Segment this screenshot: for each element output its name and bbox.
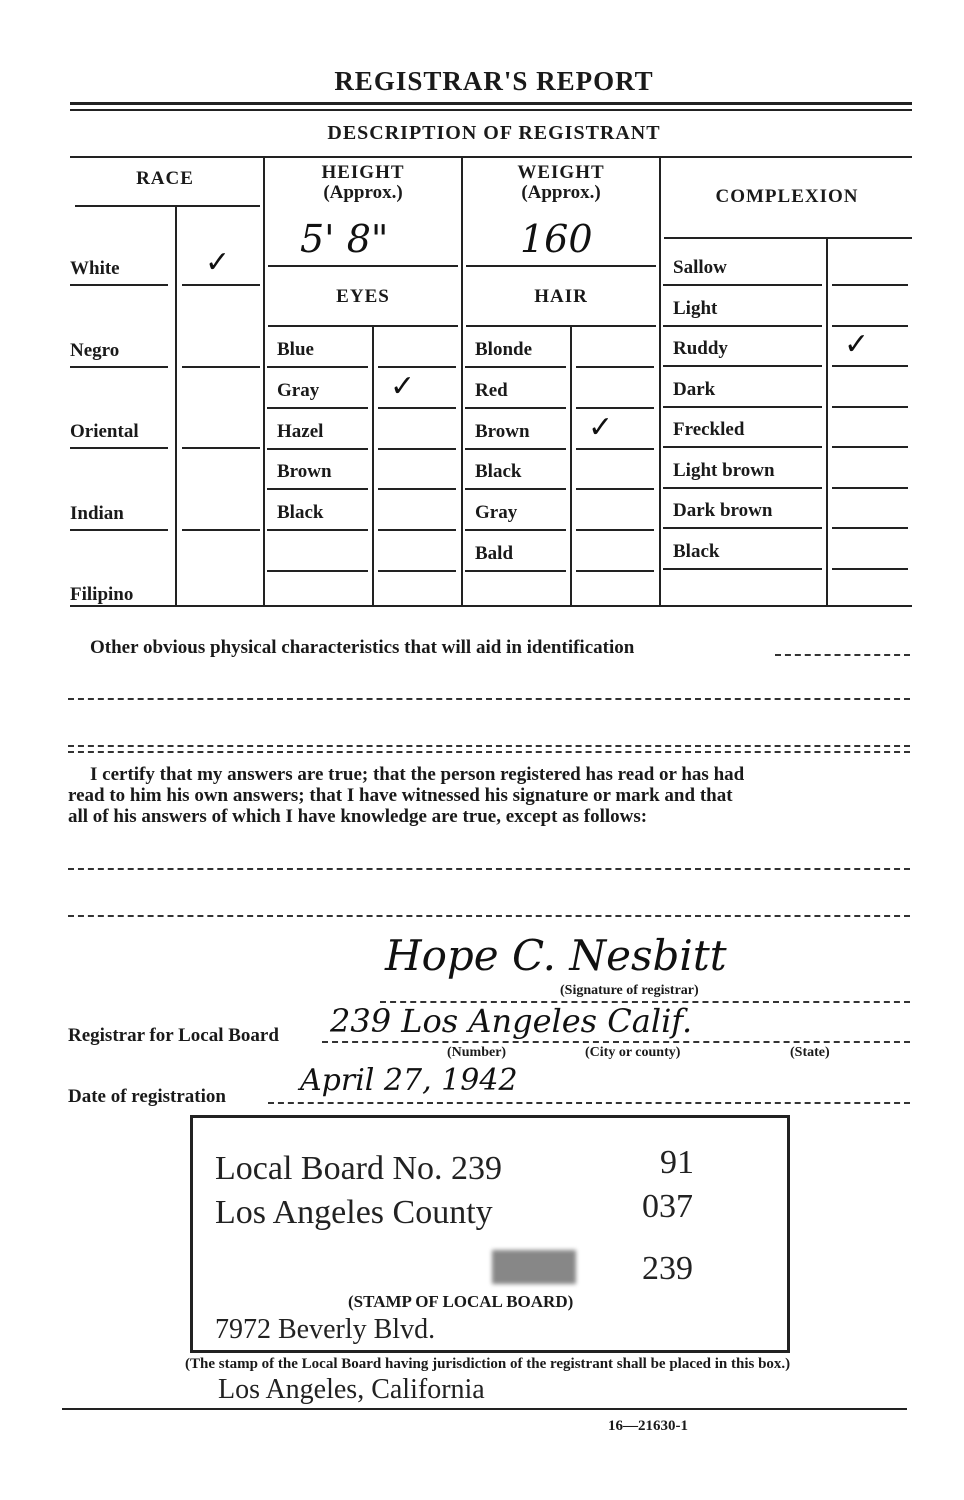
stamp-number-3: 239 [642, 1250, 693, 1287]
eyes-option: Gray [277, 380, 320, 401]
input-line[interactable] [68, 751, 910, 753]
weight-approx: (Approx.) [521, 182, 601, 203]
rule [268, 325, 458, 327]
bottom-rule [62, 1408, 907, 1410]
rule [267, 448, 368, 450]
hair-header: HAIR [534, 286, 588, 307]
height-value[interactable]: 5' 8" [300, 217, 389, 261]
checkbox-line[interactable] [576, 488, 654, 490]
eyes-option: Brown [277, 461, 332, 482]
rule [75, 205, 260, 207]
checkbox-line[interactable] [832, 487, 908, 489]
race-option: White [70, 258, 120, 279]
grid-line [175, 207, 177, 605]
complexion-option: Dark [673, 379, 716, 400]
stamp-line-2: Los Angeles County [215, 1194, 493, 1231]
stamp-number-2: 037 [642, 1188, 693, 1225]
rule [267, 529, 368, 531]
board-line [322, 1041, 910, 1043]
stamp-number-1: 91 [660, 1144, 694, 1181]
rule [267, 488, 368, 490]
checkbox-line[interactable] [576, 407, 654, 409]
date-line [268, 1102, 910, 1104]
complexion-header: COMPLEXION [715, 186, 859, 207]
height-label: HEIGHT [321, 162, 405, 183]
date-label: Date of registration [68, 1086, 226, 1107]
race-header: RACE [136, 168, 194, 189]
grid-line [570, 326, 572, 605]
complexion-option: Ruddy [673, 338, 728, 359]
rule [465, 570, 566, 572]
checkbox-line[interactable] [378, 529, 456, 531]
race-option: Negro [70, 340, 120, 361]
rule [465, 448, 566, 450]
rule [70, 284, 168, 286]
rule [268, 265, 458, 267]
hair-option: Black [475, 461, 522, 482]
weight-label: WEIGHT [517, 162, 605, 183]
checkbox-line[interactable] [576, 529, 654, 531]
checkbox-line[interactable] [832, 446, 908, 448]
rule [70, 529, 168, 531]
height-approx: (Approx.) [323, 182, 403, 203]
eyes-option: Hazel [277, 421, 324, 442]
stamp-note: (The stamp of the Local Board having jurisdiction of the registrant shall be placed in this box.) [185, 1356, 791, 1372]
grid-line [826, 238, 828, 605]
check-mark-icon[interactable]: ✓ [844, 327, 870, 362]
rule [663, 527, 822, 529]
input-line[interactable] [68, 915, 910, 917]
rule [663, 446, 822, 448]
complexion-option: Dark brown [673, 500, 773, 521]
checkbox-line[interactable] [378, 570, 456, 572]
board-value[interactable]: 239 Los Angeles Calif. [330, 1002, 693, 1040]
stamp-address-1: 7972 Beverly Blvd. [215, 1314, 436, 1345]
complexion-option: Sallow [673, 257, 727, 278]
grid-line [461, 157, 463, 605]
rule [663, 568, 822, 570]
rule [70, 447, 168, 449]
cert-line: read to him his own answers; that I have witnessed his signature or mark and that [68, 785, 733, 806]
checkbox-line[interactable] [576, 366, 654, 368]
rule [663, 365, 822, 367]
checkbox-line[interactable] [832, 527, 908, 529]
checkbox-line[interactable] [378, 448, 456, 450]
input-line[interactable] [68, 745, 910, 747]
divider [70, 109, 912, 111]
stamp-address-2: Los Angeles, California [218, 1374, 485, 1405]
rule [267, 407, 368, 409]
checkbox-line[interactable] [832, 406, 908, 408]
cert-line: I certify that my answers are true; that the person registered has read or has had [90, 764, 745, 785]
hair-option: Bald [475, 543, 514, 564]
grid-line [263, 157, 265, 605]
stamp-line-1: Local Board No. 239 [215, 1150, 503, 1187]
rule [663, 284, 822, 286]
hair-option: Red [475, 380, 508, 401]
rule [663, 406, 822, 408]
stamp-smudge [492, 1250, 576, 1284]
certification-text [68, 764, 744, 827]
signature-caption: (Signature of registrar) [560, 983, 699, 998]
grid-line [659, 157, 661, 605]
checkbox-line[interactable] [576, 448, 654, 450]
hair-option: Brown [475, 421, 530, 442]
stamp-caption: (STAMP OF LOCAL BOARD) [348, 1292, 574, 1311]
checkbox-line[interactable] [832, 365, 908, 367]
complexion-option: Light [673, 298, 718, 319]
form-number: 16—21630-1 [608, 1418, 688, 1434]
input-line[interactable] [68, 868, 910, 870]
rule [465, 366, 566, 368]
date-value[interactable]: April 27, 1942 [300, 1063, 518, 1098]
cert-line: all of his answers of which I have knowledge are true, except as follows: [68, 806, 648, 827]
rule [466, 325, 656, 327]
race-option: Oriental [70, 421, 139, 442]
state-caption: (State) [790, 1045, 830, 1060]
checkbox-line[interactable] [182, 284, 260, 286]
rule [466, 265, 656, 267]
rule [267, 570, 368, 572]
complexion-option: Light brown [673, 460, 775, 481]
checkbox-line[interactable] [576, 570, 654, 572]
height-header [266, 163, 460, 203]
input-line[interactable] [775, 654, 910, 656]
complexion-option: Freckled [673, 419, 745, 440]
race-option: Filipino [70, 584, 134, 605]
checkbox-line[interactable] [832, 568, 908, 570]
divider [70, 156, 912, 158]
complexion-option: Black [673, 541, 720, 562]
hair-option: Blonde [475, 339, 533, 360]
board-label: Registrar for Local Board [68, 1025, 279, 1046]
input-line[interactable] [68, 698, 910, 700]
section-title: DESCRIPTION OF REGISTRANT [327, 122, 661, 144]
check-mark-icon[interactable]: ✓ [390, 369, 416, 404]
eyes-option: Black [277, 502, 324, 523]
rule [664, 237, 912, 239]
rule [267, 366, 368, 368]
check-mark-icon[interactable]: ✓ [205, 245, 231, 280]
checkbox-line[interactable] [832, 284, 908, 286]
grid-line [372, 326, 374, 605]
other-characteristics-label: Other obvious physical characteristics that will aid in identification [90, 637, 635, 658]
rule [465, 407, 566, 409]
weight-header [464, 163, 658, 203]
eyes-option: Blue [277, 339, 314, 360]
eyes-header: EYES [336, 286, 390, 307]
number-caption: (Number) [447, 1045, 507, 1060]
registrar-signature[interactable]: Hope C. Nesbitt [385, 931, 727, 980]
rule [663, 325, 822, 327]
checkbox-line[interactable] [378, 366, 456, 368]
rule [70, 366, 168, 368]
checkbox-line[interactable] [182, 366, 260, 368]
weight-value[interactable]: 160 [520, 217, 593, 261]
city-caption: (City or county) [585, 1045, 681, 1060]
checkbox-line[interactable] [182, 447, 260, 449]
rule [465, 488, 566, 490]
hair-option: Gray [475, 502, 518, 523]
checkbox-line[interactable] [378, 407, 456, 409]
check-mark-icon[interactable]: ✓ [588, 410, 614, 445]
checkbox-line[interactable] [182, 529, 260, 531]
rule [663, 487, 822, 489]
divider [70, 102, 912, 105]
checkbox-line[interactable] [378, 488, 456, 490]
page-title: REGISTRAR'S REPORT [334, 66, 654, 96]
race-option: Indian [70, 503, 124, 524]
rule [465, 529, 566, 531]
divider [70, 605, 912, 607]
